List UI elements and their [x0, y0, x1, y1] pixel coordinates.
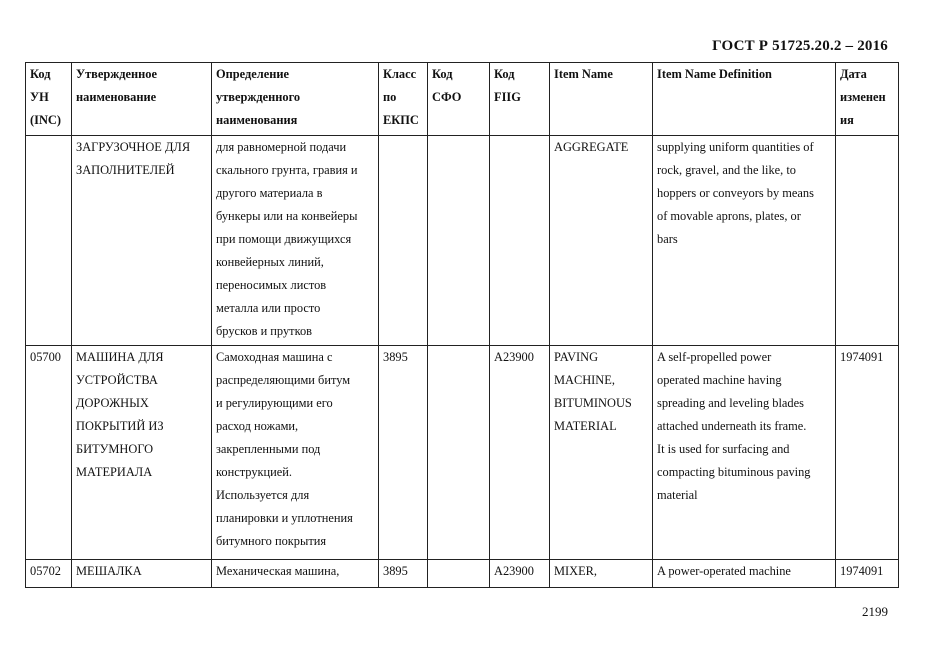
cell-text-line: 1974091 — [840, 350, 884, 364]
cell-text-line: supplying uniform quantities of — [657, 140, 814, 154]
ekps-class-cell — [379, 346, 428, 560]
change-date-cell — [836, 560, 899, 588]
approved-name-cell — [72, 346, 212, 560]
col-header-line: по — [383, 90, 397, 104]
cell-text-line: AGGREGATE — [554, 140, 629, 154]
col-header-line: FIIG — [494, 90, 521, 104]
cell-text-line: MATERIAL — [554, 419, 617, 433]
cell-text-line: 05700 — [30, 350, 61, 364]
col-header-item-name-definition — [653, 63, 836, 136]
cell-text-line: конвейерных линий, — [216, 255, 324, 269]
cell-text-line: material — [657, 488, 698, 502]
cell-text-line: MIXER, — [554, 564, 598, 578]
sfo-code-cell — [428, 136, 490, 346]
table-row — [26, 560, 899, 588]
cell-text-line: ЗАПОЛНИТЕЛЕЙ — [76, 163, 175, 177]
cell-text-line: MACHINE, — [554, 373, 615, 387]
cell-text-line: of movable aprons, plates, or — [657, 209, 801, 223]
item-name-table — [25, 62, 899, 588]
cell-text-line: A power-operated machine — [657, 564, 791, 578]
definition-cell — [212, 560, 379, 588]
cell-text-line: бункеры или на конвейеры — [216, 209, 358, 223]
cell-text-line: МЕШАЛКА — [76, 564, 142, 578]
table-row — [26, 346, 899, 560]
inc-cell — [26, 560, 72, 588]
change-date-cell — [836, 136, 899, 346]
document-standard-header: ГОСТ Р 51725.20.2 – 2016 — [712, 38, 888, 54]
cell-text-line: spreading and leveling blades — [657, 396, 804, 410]
definition-cell — [212, 136, 379, 346]
item-name-definition-cell — [653, 136, 836, 346]
cell-text-line: attached underneath its frame. — [657, 419, 807, 433]
col-header-line: ЕКПС — [383, 113, 419, 127]
cell-text-line: rock, gravel, and the like, to — [657, 163, 797, 177]
cell-text-line: 1974091 — [840, 564, 884, 578]
col-header-fiig-code — [490, 63, 550, 136]
cell-text-line: скального грунта, гравия и — [216, 163, 358, 177]
col-header-line: Класс — [383, 67, 417, 81]
change-date-cell — [836, 346, 899, 560]
cell-text-line: ПОКРЫТИЙ ИЗ — [76, 419, 164, 433]
item-name-definition-cell — [653, 560, 836, 588]
col-header-line: Определение — [216, 67, 290, 81]
table-row — [26, 136, 899, 346]
cell-text-line: и регулирующими его — [216, 396, 333, 410]
fiig-code-cell — [490, 560, 550, 588]
cell-text-line: 3895 — [383, 564, 408, 578]
cell-text-line: hoppers or conveyors by means — [657, 186, 814, 200]
inc-cell — [26, 346, 72, 560]
cell-text-line: A self-propelled power — [657, 350, 772, 364]
col-header-line: Дата — [840, 67, 867, 81]
col-header-line: Item Name Definition — [657, 67, 772, 81]
cell-text-line: ЗАГРУЗОЧНОЕ ДЛЯ — [76, 140, 191, 154]
cell-text-line: УСТРОЙСТВА — [76, 373, 158, 387]
cell-text-line: Самоходная машина с — [216, 350, 333, 364]
cell-text-line: compacting bituminous paving — [657, 465, 811, 479]
col-header-line: Код — [30, 67, 51, 81]
cell-text-line: A23900 — [494, 350, 534, 364]
col-header-line: Код — [494, 67, 515, 81]
cell-text-line: для равномерной подачи — [216, 140, 347, 154]
col-header-sfo-code — [428, 63, 490, 136]
col-header-line: Утвержденное — [76, 67, 157, 81]
definition-cell — [212, 346, 379, 560]
table-header-row — [26, 63, 899, 136]
approved-name-cell — [72, 560, 212, 588]
col-header-line: Код — [432, 67, 453, 81]
approved-name-cell — [72, 136, 212, 346]
cell-text-line: МАТЕРИАЛА — [76, 465, 153, 479]
cell-text-line: Используется для — [216, 488, 310, 502]
cell-text-line: ДОРОЖНЫХ — [76, 396, 149, 410]
item-name-cell — [550, 346, 653, 560]
cell-text-line: operated machine having — [657, 373, 782, 387]
cell-text-line: брусков и прутков — [216, 324, 313, 338]
inc-cell — [26, 136, 72, 346]
ekps-class-cell — [379, 560, 428, 588]
page-number: 2199 — [862, 604, 888, 619]
cell-text-line: планировки и уплотнения — [216, 511, 353, 525]
cell-text-line: МАШИНА ДЛЯ — [76, 350, 164, 364]
col-header-inc — [26, 63, 72, 136]
col-header-line: (INC) — [30, 113, 61, 127]
table-body — [26, 136, 899, 588]
col-header-line: УН — [30, 90, 49, 104]
cell-text-line: БИТУМНОГО — [76, 442, 154, 456]
col-header-line: наименование — [76, 90, 157, 104]
cell-text-line: A23900 — [494, 564, 534, 578]
cell-text-line: расход ножами, — [216, 419, 299, 433]
cell-text-line: 3895 — [383, 350, 408, 364]
fiig-code-cell — [490, 346, 550, 560]
item-name-cell — [550, 560, 653, 588]
col-header-ekps-class — [379, 63, 428, 136]
cell-text-line: BITUMINOUS — [554, 396, 632, 410]
col-header-line: утвержденного — [216, 90, 301, 104]
item-name-definition-cell — [653, 346, 836, 560]
col-header-change-date — [836, 63, 899, 136]
col-header-definition — [212, 63, 379, 136]
cell-text-line: металла или просто — [216, 301, 321, 315]
col-header-line: наименования — [216, 113, 298, 127]
cell-text-line: Механическая машина, — [216, 564, 340, 578]
sfo-code-cell — [428, 560, 490, 588]
ekps-class-cell — [379, 136, 428, 346]
col-header-line: ия — [840, 113, 854, 127]
cell-text-line: конструкцией. — [216, 465, 293, 479]
col-header-item-name — [550, 63, 653, 136]
cell-text-line: закрепленными под — [216, 442, 321, 456]
col-header-line: изменен — [840, 90, 886, 104]
cell-text-line: bars — [657, 232, 678, 246]
col-header-approved-name — [72, 63, 212, 136]
sfo-code-cell — [428, 346, 490, 560]
cell-text-line: при помощи движущихся — [216, 232, 352, 246]
cell-text-line: другого материала в — [216, 186, 323, 200]
col-header-line: СФО — [432, 90, 462, 104]
cell-text-line: переносимых листов — [216, 278, 327, 292]
fiig-code-cell — [490, 136, 550, 346]
cell-text-line: PAVING — [554, 350, 599, 364]
item-name-cell — [550, 136, 653, 346]
cell-text-line: It is used for surfacing and — [657, 442, 790, 456]
cell-text-line: 05702 — [30, 564, 61, 578]
cell-text-line: битумного покрытия — [216, 534, 327, 548]
cell-text-line: распределяющими битум — [216, 373, 351, 387]
col-header-line: Item Name — [554, 67, 613, 81]
